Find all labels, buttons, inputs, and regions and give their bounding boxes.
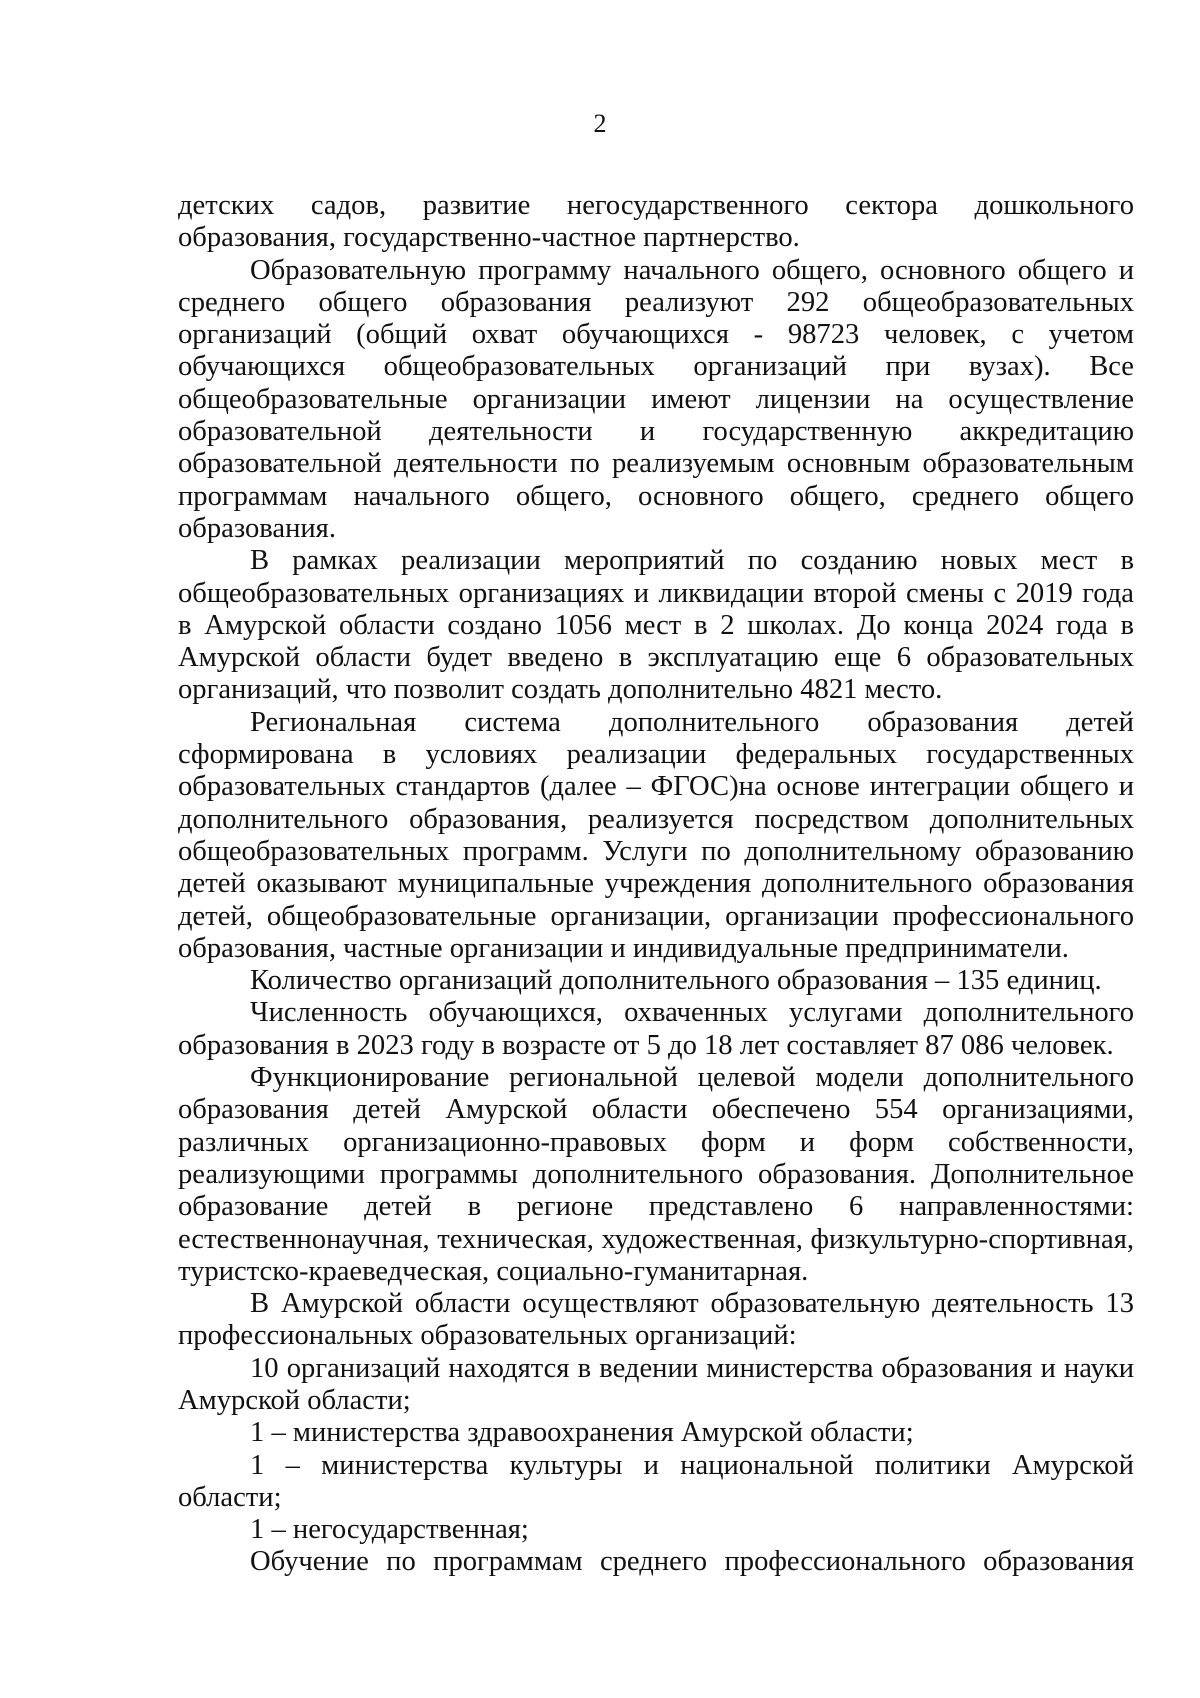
page-number: 2 bbox=[593, 109, 607, 138]
paragraph: В Амурской области осуществляют образовательную деятельность 13 профессиональных образовательных организаций: bbox=[178, 1288, 1134, 1352]
paragraph: детских садов, развитие негосударственного сектора дошкольного образования, государственно-частное партнерство. bbox=[178, 190, 1134, 254]
paragraph: Численность обучающихся, охваченных услугами дополнительного образования в 2023 году в возрасте от 5 до 18 лет составляет 87 086 человек. bbox=[178, 997, 1134, 1061]
paragraph: 1 – министерства здравоохранения Амурской области; bbox=[250, 1417, 914, 1449]
paragraph: Функционирование региональной целевой модели дополнительного образования детей Амурской области обеспечено 554 организациями, различных организационно-правовых форм и форм собственности, реализующими программы дополнительного образования. Дополнительное образование детей в регионе представлено 6 направленностями: естественнонаучная, техническая, художественная, физкультурно-спортивная, туристско-краеведческая, социально-гуманитарная. bbox=[178, 1062, 1134, 1287]
paragraph: Региональная система дополнительного образования детей сформирована в условиях реализации федеральных государственных образовательных стандартов (далее – ФГОС)на основе интеграции общего и дополнительного образования, реализуется посредством дополнительных общеобразовательных программ. Услуги по дополнительному образованию детей оказывают муниципальные учреждения дополнительного образования детей, общеобразовательные организации, организации профессионального образования, частные организации и индивидуальные предприниматели. bbox=[178, 706, 1134, 964]
paragraph: В рамках реализации мероприятий по созданию новых мест в общеобразовательных организациях и ликвидации второй смены с 2019 года в Амурской области создано 1056 мест в 2 школах. До конца 2024 года в Амурской области будет введено в эксплуатацию еще 6 образовательных организаций, что позволит создать дополнительно 4821 место. bbox=[178, 545, 1134, 706]
paragraph: 1 – негосударственная; bbox=[250, 1514, 529, 1546]
paragraph-continued: Обучение по программам среднего профессионального образования bbox=[250, 1546, 1134, 1578]
paragraph: 10 организаций находятся в ведении министерства образования и науки Амурской области; bbox=[178, 1352, 1134, 1416]
document-body bbox=[178, 190, 1134, 1579]
paragraph: Количество организаций дополнительного образования – 135 единиц. bbox=[250, 965, 1102, 997]
paragraph: 1 – министерства культуры и национальной политики Амурской области; bbox=[178, 1449, 1134, 1513]
paragraph: Образовательную программу начального общего, основного общего и среднего общего образования реализуют 292 общеобразовательных организаций (общий охват обучающихся - 98723 человек, с учетом обучающихся общеобразовательных организаций при вузах). Все общеобразовательные организации имеют лицензии на осуществление образовательной деятельности и государственную аккредитацию образовательной деятельности по реализуемым основным образовательным программам начального общего, основного общего, среднего общего образования. bbox=[178, 254, 1134, 544]
